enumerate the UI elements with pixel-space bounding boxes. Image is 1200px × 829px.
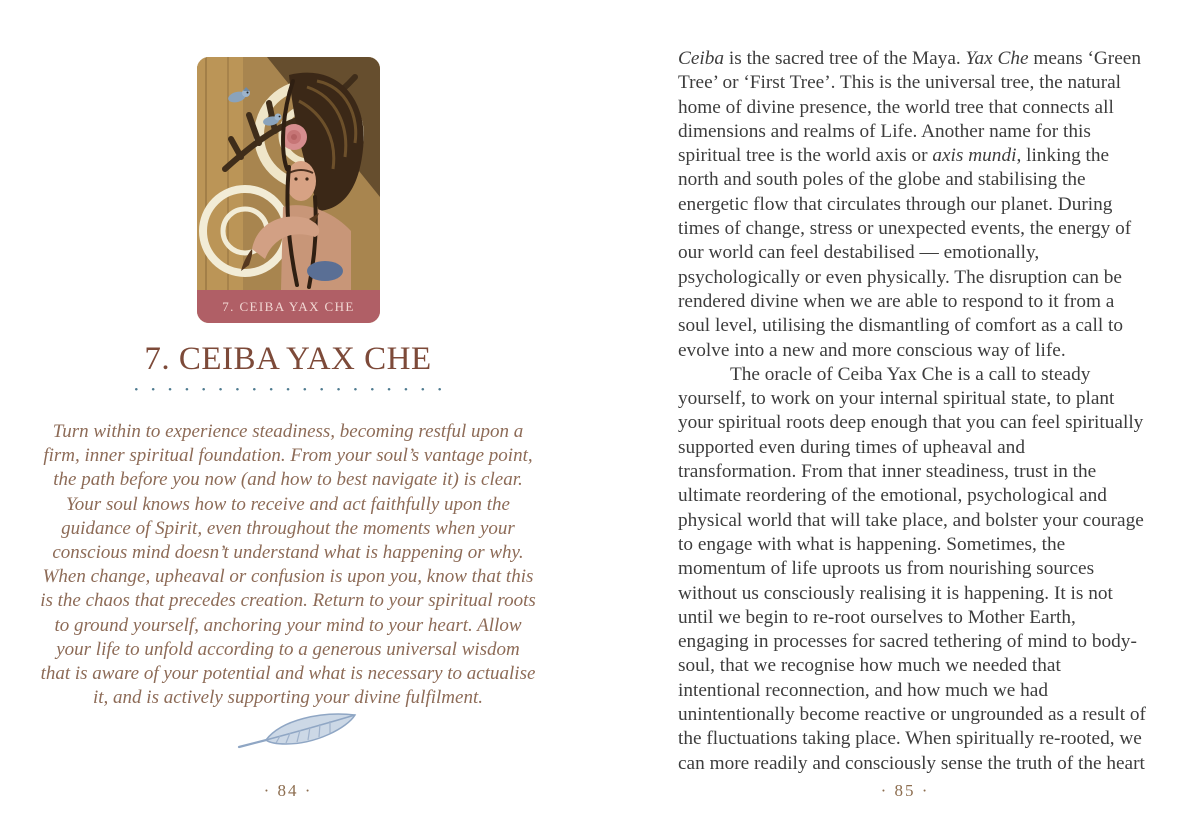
paragraph-2: The oracle of Ceiba Yax Che is a call to steady yourself, to work on your internal spiritual state, to plant your spiritual roots deep enough that you can feel spiritually supported even during times of upheaval and transformation. From that inner steadiness, trust in the ultimate reordering of the emotional, psychological and physical world that will take place, and bolster your courage to engage with what is happening. Sometimes, the momentum of life uproots us from nourishing sources without us consciously realising it is happening. It is not until we begin to re-root ourselves to Mother Earth, engaging in processes for sacred tethering of mind to body-soul, that we recognise how much we needed that intentional reconnection, and how much we had unintentionally become reactive or ungrounded as a result of the fluctuations taking place. When spiritually re-rooted, we can more readily and consciously sense the truth of the heart bbox=[678, 363, 1146, 774]
italic-term: axis mundi bbox=[932, 145, 1017, 167]
feather-icon bbox=[236, 706, 362, 754]
page-number-left: · 84 · bbox=[263, 781, 313, 800]
page-title: 7. CEIBA YAX CHE bbox=[144, 341, 432, 377]
dotted-divider: ••••••••••••••••••• bbox=[134, 384, 455, 396]
oracle-card bbox=[197, 57, 380, 323]
card-illustration bbox=[197, 57, 380, 290]
body-text bbox=[678, 47, 1148, 776]
italic-term: Ceiba bbox=[678, 48, 725, 69]
page-number-right: · 85 · bbox=[880, 781, 930, 800]
italic-term: Yax Che bbox=[965, 48, 1029, 69]
card-message: Turn within to experience steadiness, becoming restful upon a firm, inner spiritual foundation. From your soul’s vantage point, the path before you now (and how to best navigate it) is clear. Your soul knows how to receive and act faithfully upon the guidance of Spirit, even throughout the moments when your conscious mind doesn’t understand what is happening or why. When change, upheaval or confusion is upon you, know that this is the chaos that precedes creation. Return to your spiritual roots to ground yourself, anchoring your mind to your heart. Allow your life to unfold according to a generous universal wisdom that is aware of your potential and what is necessary to actualise it, and is actively supporting your divine fulfilment. bbox=[40, 421, 536, 709]
card-caption: 7. CEIBA YAX CHE bbox=[197, 290, 380, 323]
paragraph-1: Ceiba is the sacred tree of the Maya. Yax Che means ‘Green Tree’ or ‘First Tree’. This is the universal tree, the natural home of divine presence, the world tree that connects all dimensions and realms of Life. Another name for this spiritual tree is the world axis or axis mundi, linking the north and south poles of the globe and stabilising the energetic flow that circulates through our planet. During times of change, stress or unexpected events, the energy of our world can feel destabilised — emotionally, psychologically or even physically. The disruption can be rendered divine when we are able to respond to it from a soul level, utilising the dismantling of comfort as a call to evolve into a new and more conscious way of life. bbox=[678, 48, 1141, 361]
